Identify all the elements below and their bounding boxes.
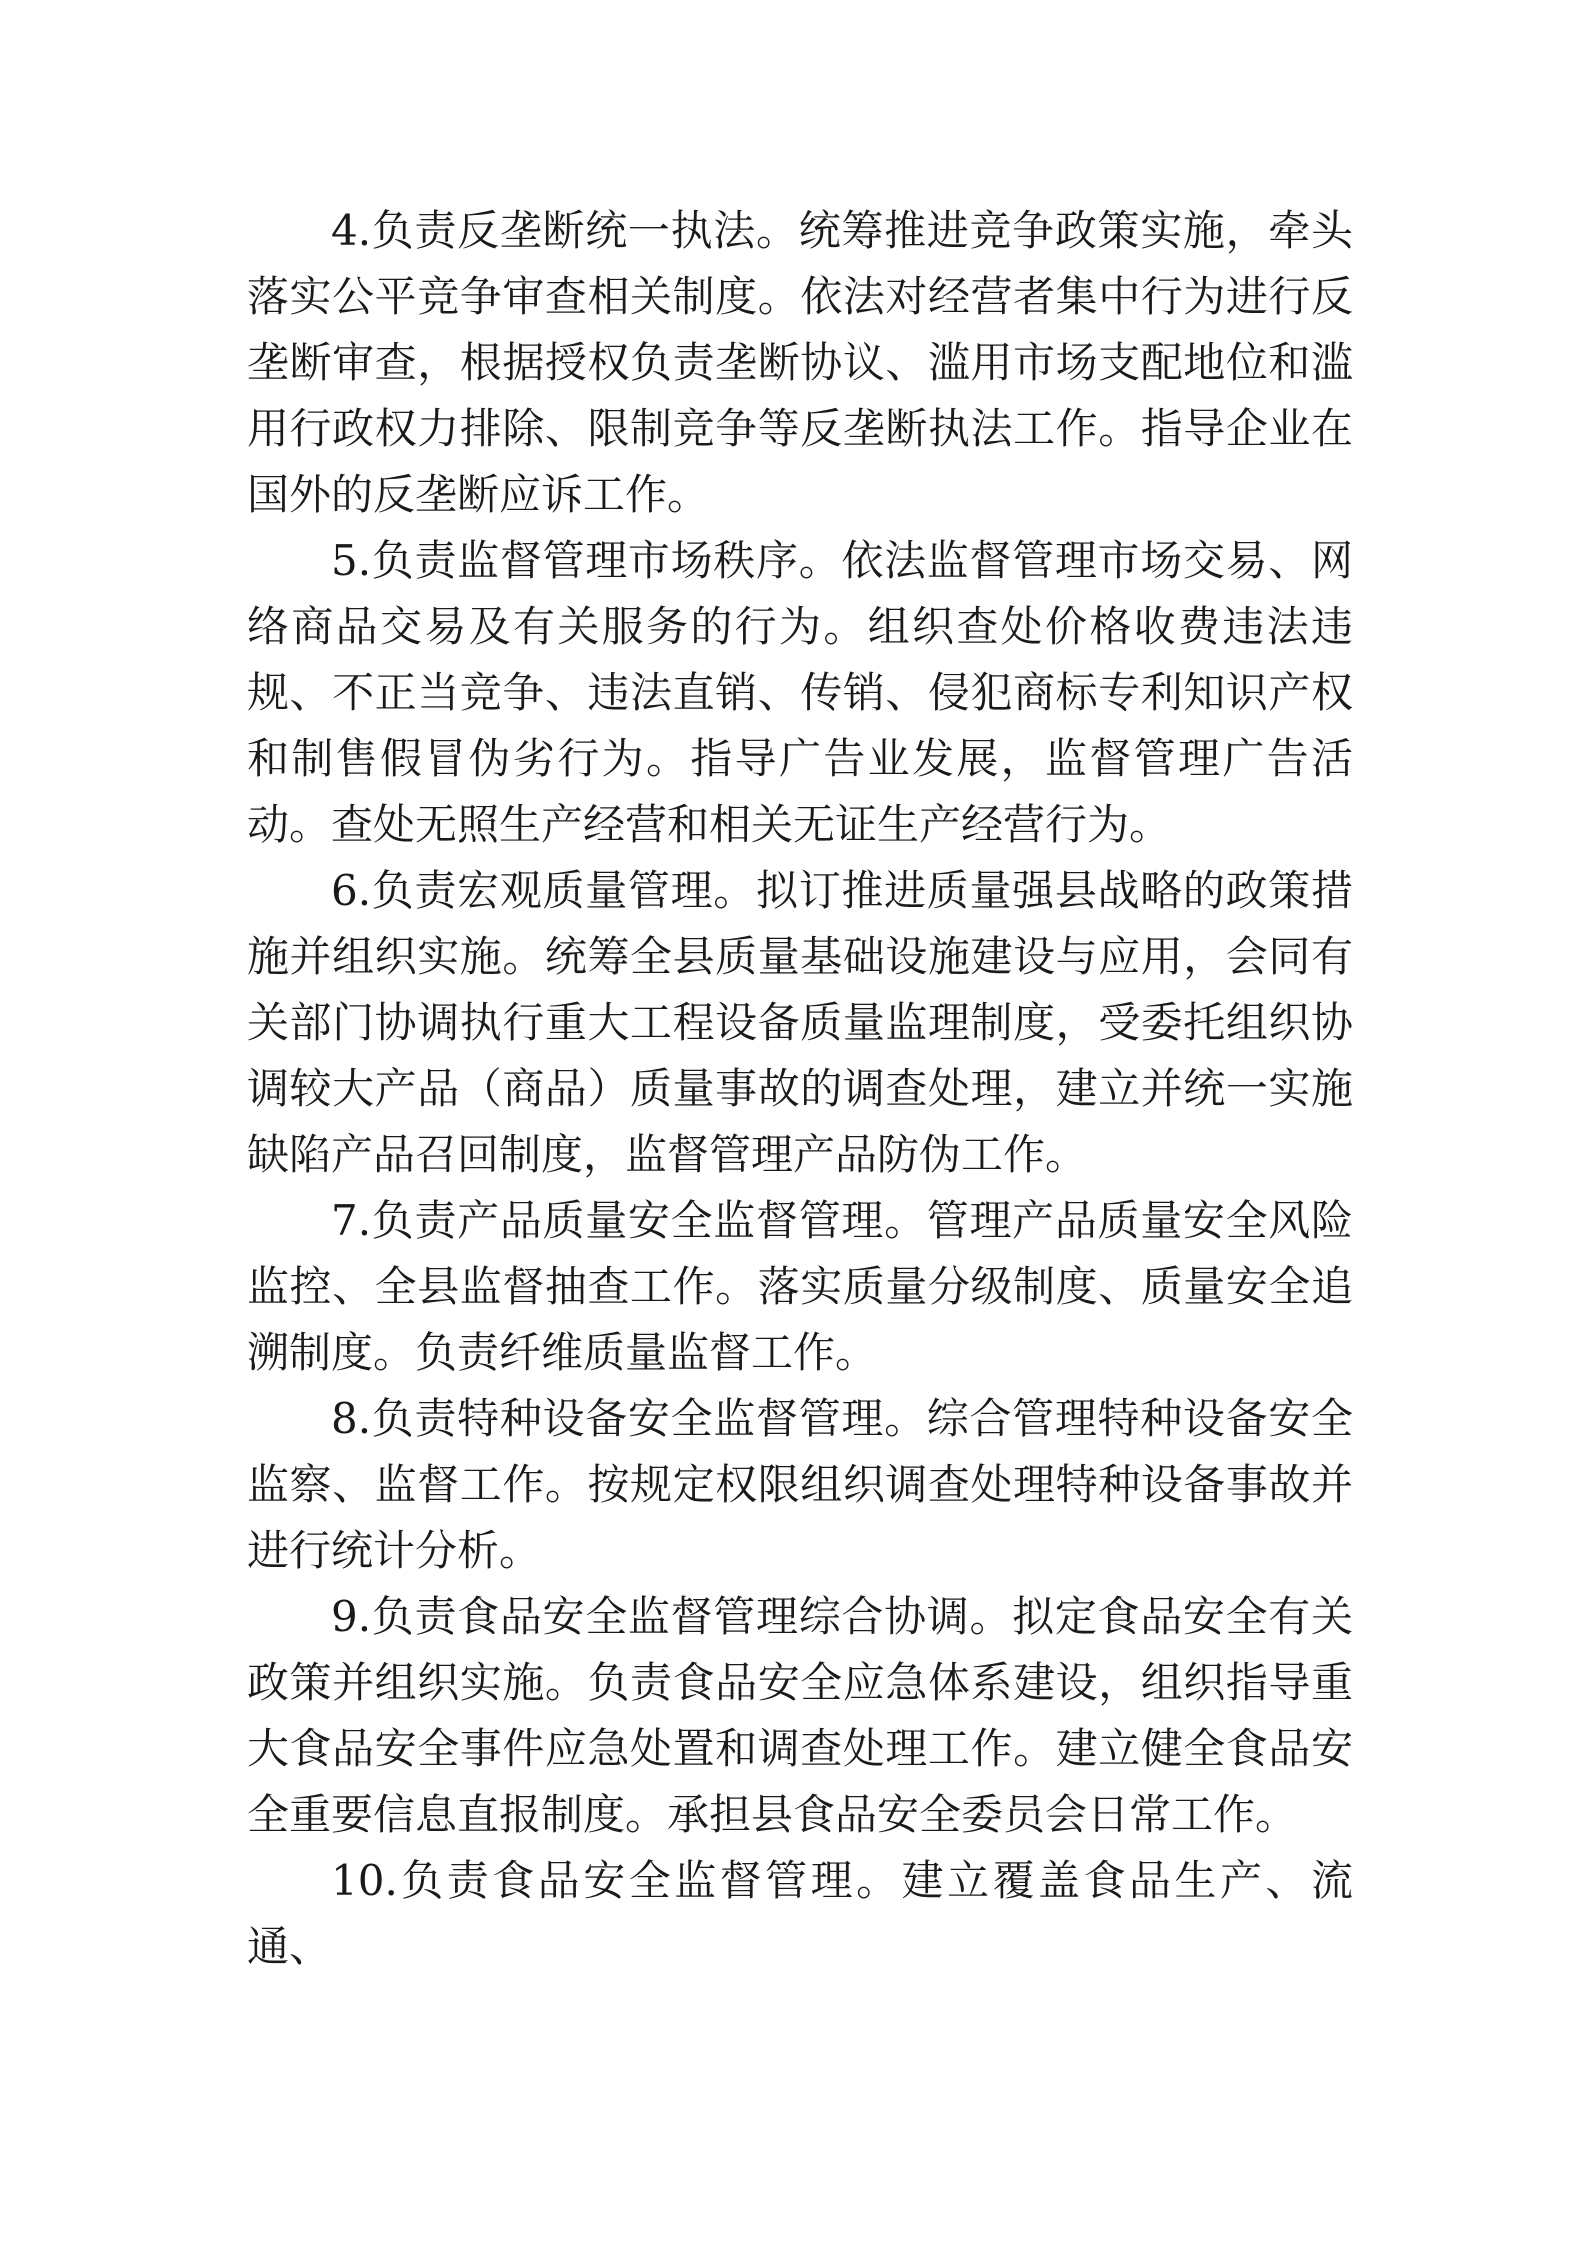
paragraph-10: 10.负责食品安全监督管理。建立覆盖食品生产、流通、	[247, 1856, 1353, 1971]
paragraph-7: 7.负责产品质量安全监督管理。管理产品质量安全风险监控、全县监督抽查工作。落实质量分级制度、质量安全追溯制度。负责纤维质量监督工作。	[247, 1196, 1353, 1377]
document-body	[247, 198, 1353, 1980]
paragraph-8: 8.负责特种设备安全监督管理。综合管理特种设备安全监察、监督工作。按规定权限组织调查处理特种设备事故并进行统计分析。	[247, 1394, 1353, 1575]
paragraph-6: 6.负责宏观质量管理。拟订推进质量强县战略的政策措施并组织实施。统筹全县质量基础设施建设与应用，会同有关部门协调执行重大工程设备质量监理制度，受委托组织协调较大产品（商品）质量事故的调查处理，建立并统一实施缺陷产品召回制度，监督管理产品防伪工作。	[247, 866, 1353, 1179]
paragraph-4: 4.负责反垄断统一执法。统筹推进竞争政策实施，牵头落实公平竞争审查相关制度。依法对经营者集中行为进行反垄断审查，根据授权负责垄断协议、滥用市场支配地位和滥用行政权力排除、限制竞争等反垄断执法工作。指导企业在国外的反垄断应诉工作。	[247, 206, 1353, 519]
paragraph-5: 5.负责监督管理市场秩序。依法监督管理市场交易、网络商品交易及有关服务的行为。组织查处价格收费违法违规、不正当竞争、违法直销、传销、侵犯商标专利知识产权和制售假冒伪劣行为。指导广告业发展，监督管理广告活动。查处无照生产经营和相关无证生产经营行为。	[247, 536, 1353, 849]
paragraph-9: 9.负责食品安全监督管理综合协调。拟定食品安全有关政策并组织实施。负责食品安全应急体系建设，组织指导重大食品安全事件应急处置和调查处理工作。建立健全食品安全重要信息直报制度。承担县食品安全委员会日常工作。	[247, 1592, 1353, 1839]
